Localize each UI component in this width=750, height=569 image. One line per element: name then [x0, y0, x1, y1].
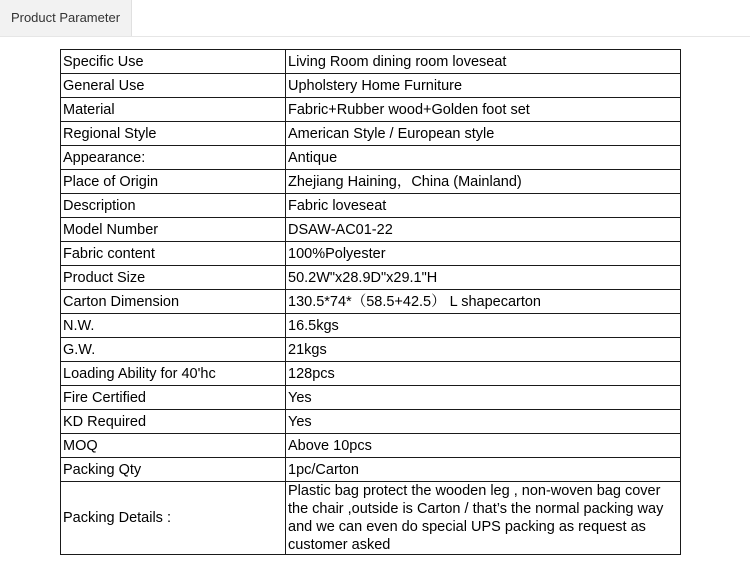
table-row — [61, 98, 681, 122]
param-value: Zhejiang Haining，China (Mainland) — [286, 170, 681, 194]
param-label: General Use — [61, 74, 286, 98]
param-label: MOQ — [61, 434, 286, 458]
table-row — [61, 482, 681, 555]
table-row — [61, 362, 681, 386]
param-value: 21kgs — [286, 338, 681, 362]
param-value: 130.5*74*（58.5+42.5） L shapecarton — [286, 290, 681, 314]
param-value: American Style / European style — [286, 122, 681, 146]
param-label: Fabric content — [61, 242, 286, 266]
param-value: 1pc/Carton — [286, 458, 681, 482]
param-label: Appearance: — [61, 146, 286, 170]
table-row — [61, 266, 681, 290]
param-label: Loading Ability for 40'hc — [61, 362, 286, 386]
table-row — [61, 434, 681, 458]
tab-bar — [0, 0, 750, 37]
param-label: Description — [61, 194, 286, 218]
param-label: Place of Origin — [61, 170, 286, 194]
table-row — [61, 290, 681, 314]
param-label: Product Size — [61, 266, 286, 290]
param-label: Specific Use — [61, 50, 286, 74]
param-label: N.W. — [61, 314, 286, 338]
param-value: DSAW-AC01-22 — [286, 218, 681, 242]
param-value: Plastic bag protect the wooden leg , non-woven bag cover the chair ,outside is Carton / that’s the normal packing way and we can even do special UPS packing as request as customer asked — [286, 482, 681, 555]
table-row — [61, 146, 681, 170]
param-value: Antique — [286, 146, 681, 170]
param-value: 100%Polyester — [286, 242, 681, 266]
param-label: Regional Style — [61, 122, 286, 146]
table-row — [61, 338, 681, 362]
param-value: 50.2W"x28.9D"x29.1"H — [286, 266, 681, 290]
table-row — [61, 218, 681, 242]
param-label: Material — [61, 98, 286, 122]
table-row — [61, 314, 681, 338]
param-value: Fabric+Rubber wood+Golden foot set — [286, 98, 681, 122]
param-value: Yes — [286, 386, 681, 410]
param-label: KD Required — [61, 410, 286, 434]
tab-product-parameter[interactable]: Product Parameter — [0, 0, 132, 36]
param-label: Packing Qty — [61, 458, 286, 482]
table-row — [61, 50, 681, 74]
table-row — [61, 74, 681, 98]
param-label: Packing Details : — [61, 482, 286, 555]
param-label: Model Number — [61, 218, 286, 242]
param-value: Living Room dining room loveseat — [286, 50, 681, 74]
param-value: Fabric loveseat — [286, 194, 681, 218]
param-value: Above 10pcs — [286, 434, 681, 458]
param-value: Upholstery Home Furniture — [286, 74, 681, 98]
param-label: G.W. — [61, 338, 286, 362]
table-row — [61, 122, 681, 146]
table-row — [61, 458, 681, 482]
param-label: Carton Dimension — [61, 290, 286, 314]
param-value: Yes — [286, 410, 681, 434]
table-row — [61, 410, 681, 434]
table-row — [61, 170, 681, 194]
table-row — [61, 242, 681, 266]
product-parameter-table — [60, 49, 681, 555]
table-row — [61, 194, 681, 218]
param-value: 128pcs — [286, 362, 681, 386]
param-label: Fire Certified — [61, 386, 286, 410]
table-row — [61, 386, 681, 410]
param-value: 16.5kgs — [286, 314, 681, 338]
